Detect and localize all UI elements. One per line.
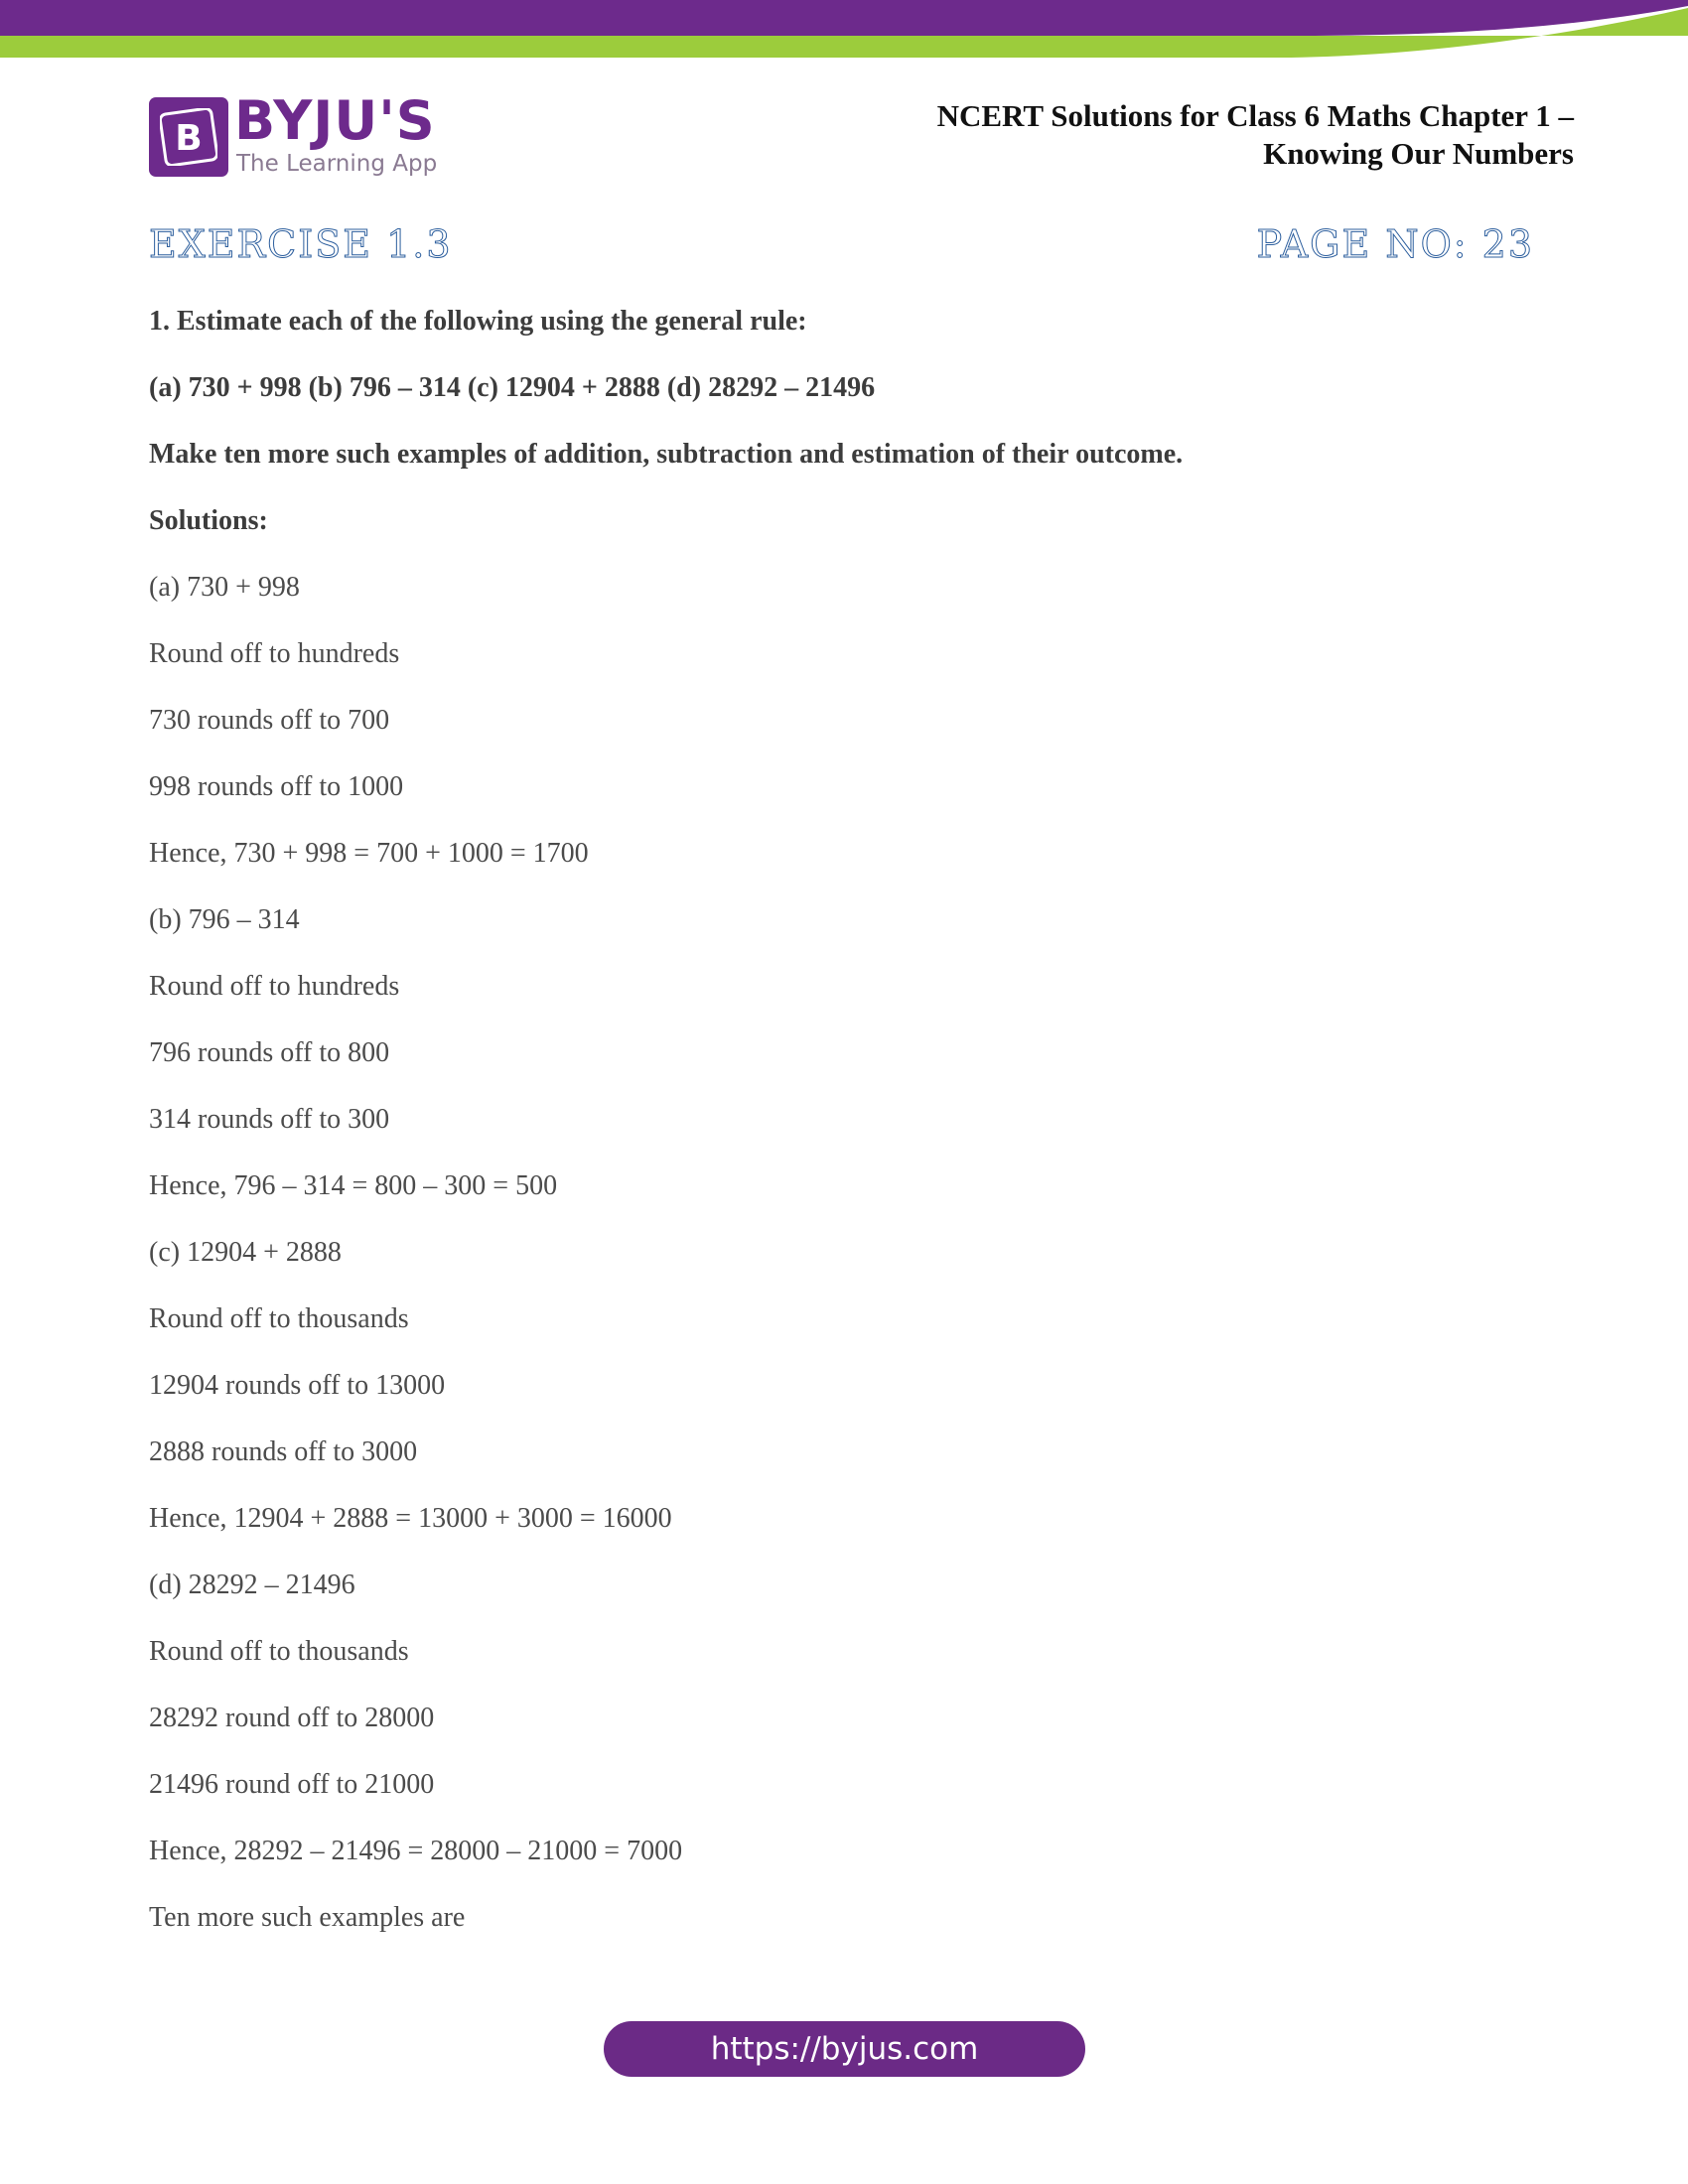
content-line: 2888 rounds off to 3000 [149, 1436, 418, 1467]
purple-stripe [0, 0, 1688, 36]
content-line: Hence, 12904 + 2888 = 13000 + 3000 = 16000 [149, 1503, 672, 1534]
brand-tagline: The Learning App [236, 151, 438, 177]
content-line: 12904 rounds off to 13000 [149, 1370, 446, 1401]
content-line: Ten more such examples are [149, 1902, 466, 1933]
document-title-line-1: NCERT Solutions for Class 6 Maths Chapter 1 – [936, 98, 1574, 133]
top-decorative-band [0, 0, 1688, 69]
exercise-heading: EXERCISE 1.3 [149, 222, 453, 266]
svg-text:B: B [175, 118, 203, 159]
content-line: 730 rounds off to 700 [149, 705, 390, 736]
solution-body [149, 304, 1539, 1967]
content-line: 998 rounds off to 1000 [149, 771, 404, 802]
content-line: (b) 796 – 314 [149, 904, 300, 935]
content-line: Make ten more such examples of addition, subtraction and estimation of their outcome. [149, 439, 1184, 470]
content-line: 1. Estimate each of the following using the general rule: [149, 306, 807, 337]
document-title [819, 97, 1574, 173]
content-line: 21496 round off to 21000 [149, 1769, 435, 1800]
document-title-line-2: Knowing Our Numbers [1263, 136, 1574, 171]
footer-url-text: https://byjus.com [710, 2031, 979, 2067]
content-line: 28292 round off to 28000 [149, 1703, 435, 1733]
content-line: (d) 28292 – 21496 [149, 1570, 355, 1600]
footer-url-link[interactable] [604, 2021, 1085, 2077]
content-line: Hence, 796 – 314 = 800 – 300 = 500 [149, 1170, 558, 1201]
page-number-heading: PAGE NO: 23 [1256, 222, 1534, 266]
brand-logo [149, 89, 438, 181]
byjus-logo-icon [149, 97, 228, 177]
content-line: Round off to hundreds [149, 638, 400, 669]
content-line: Solutions: [149, 505, 268, 536]
content-line: Round off to hundreds [149, 971, 400, 1002]
brand-name: BYJU'S [234, 89, 436, 152]
content-line: 314 rounds off to 300 [149, 1104, 390, 1135]
content-line: (c) 12904 + 2888 [149, 1237, 342, 1268]
content-line: 796 rounds off to 800 [149, 1037, 390, 1068]
content-line: (a) 730 + 998 (b) 796 – 314 (c) 12904 + 2888 (d) 28292 – 21496 [149, 372, 876, 403]
content-line: Round off to thousands [149, 1303, 409, 1334]
content-line: (a) 730 + 998 [149, 572, 300, 603]
content-line: Hence, 28292 – 21496 = 28000 – 21000 = 7000 [149, 1836, 683, 1866]
content-line: Round off to thousands [149, 1636, 409, 1667]
content-line: Hence, 730 + 998 = 700 + 1000 = 1700 [149, 838, 589, 869]
